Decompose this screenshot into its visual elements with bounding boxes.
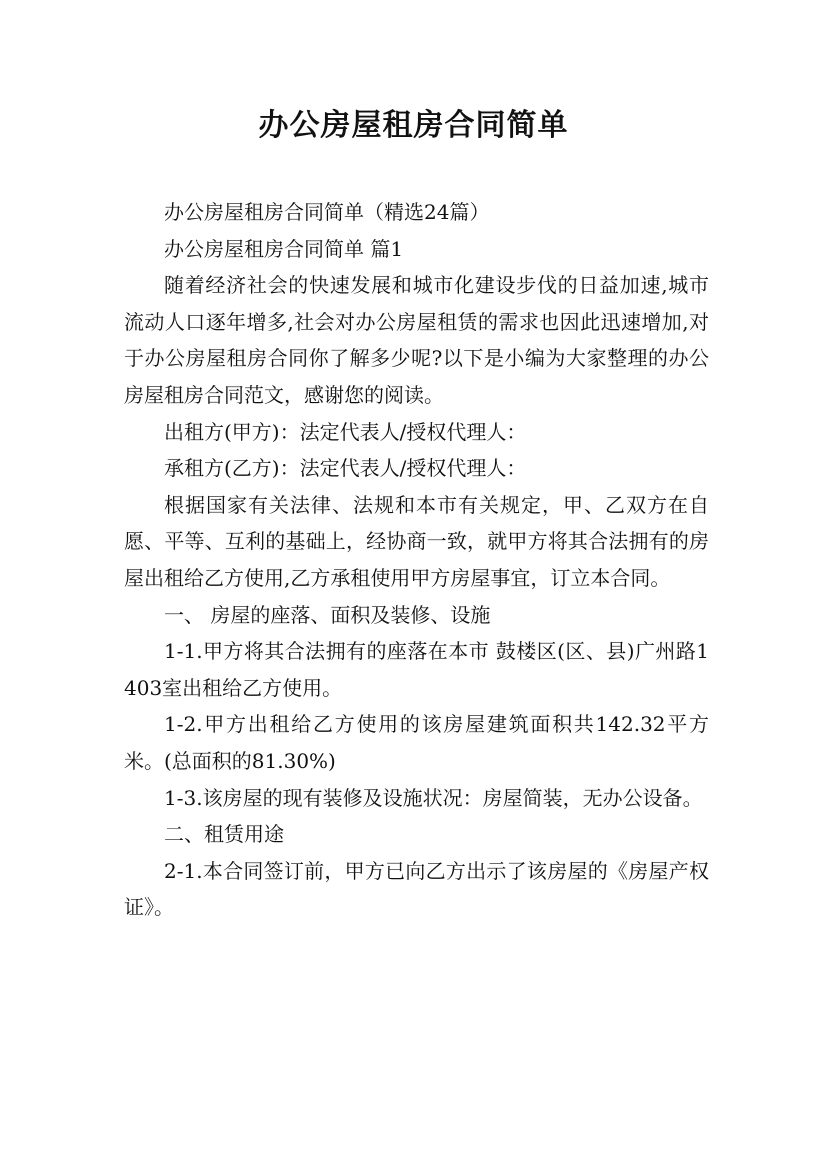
paragraph-clause-1-3: 1-3.该房屋的现有装修及设施状况：房屋简装，无办公设备。 (164, 785, 703, 810)
paragraph-clause-2-heading: 二、租赁用途 (164, 822, 284, 847)
paragraph-clause-2-1: 2-1.本合同签订前，甲方已向乙方出示了该房屋的《房屋产权证》。 (124, 858, 709, 920)
paragraph-clause-1-heading: 一、 房屋的座落、面积及装修、设施 (164, 602, 491, 627)
paragraph-lessor: 出租方(甲方)：法定代表人/授权代理人： (164, 419, 527, 444)
document-body (124, 194, 709, 926)
paragraph-basis: 根据国家有关法律、法规和本市有关规定，甲、乙双方在自愿、平等、互利的基础上，经协商一致，就甲方将其合法拥有的房屋出租给乙方使用,乙方承租使用甲方房屋事宜，订立本合同。 (124, 492, 709, 590)
paragraph-clause-1-1: 1-1.甲方将其合法拥有的座落在本市 鼓楼区(区、县)广州路1403室出租给乙方使用。 (124, 639, 709, 700)
paragraph-clause-1-2: 1-2.甲方出租给乙方使用的该房屋建筑面积共142.32平方米。(总面积的81.30%) (124, 712, 709, 773)
paragraph-section-heading: 办公房屋租房合同简单 篇1 (164, 236, 404, 261)
document-title: 办公房屋租房合同简单 (258, 108, 569, 143)
paragraph-intro: 随着经济社会的快速发展和城市化建设步伐的日益加速,城市流动人口逐年增多,社会对办公房屋租赁的需求也因此迅速增加,对于办公房屋租房合同你了解多少呢?以下是小编为大家整理的办公房屋租房合同范文，感谢您的阅读。 (124, 273, 709, 407)
paragraph-subtitle: 办公房屋租房合同简单（精选24篇） (164, 200, 490, 224)
paragraph-lessee: 承租方(乙方)：法定代表人/授权代理人： (164, 456, 527, 481)
